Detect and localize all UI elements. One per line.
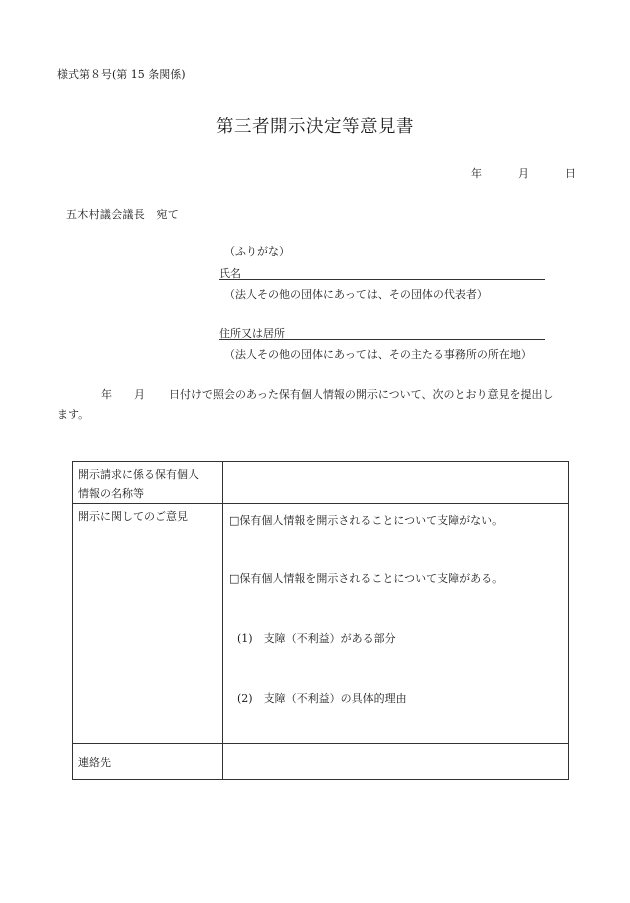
address-label: 住所又は居所 bbox=[219, 327, 285, 340]
table-row bbox=[73, 504, 569, 744]
date-month-label: 月 bbox=[518, 167, 529, 180]
body-line1: 日付けで照会のあった保有個人情報の開示について、次のとおり意見を提出し bbox=[169, 388, 554, 401]
info-name-label-line2: 情報の名称等 bbox=[78, 487, 144, 500]
addressee: 五木村議会議長 宛て bbox=[66, 208, 179, 221]
table-row bbox=[73, 462, 569, 504]
furigana-label: （ふりがな） bbox=[224, 245, 290, 258]
body-paragraph bbox=[57, 385, 577, 425]
address-underline bbox=[219, 339, 545, 340]
sub-item-specific-reason: (2) 支障（不利益）の具体的理由 bbox=[237, 692, 407, 705]
option-no-issue-checkbox[interactable]: □保有個人情報を開示されることについて支障がない。 bbox=[229, 514, 504, 527]
name-underline bbox=[219, 279, 545, 280]
contact-label: 連絡先 bbox=[78, 756, 111, 769]
opinion-table bbox=[72, 461, 569, 780]
option-issue-checkbox[interactable]: □保有個人情報を開示されることについて支障がある。 bbox=[229, 572, 504, 585]
body-year: 年 bbox=[101, 388, 112, 401]
opinion-value-cell bbox=[223, 504, 569, 744]
form-number: 様式第８号(第 15 条関係) bbox=[57, 68, 186, 81]
name-note: （法人その他の団体にあっては、その団体の代表者） bbox=[224, 288, 488, 301]
date-day-label: 日 bbox=[565, 167, 576, 180]
table-row bbox=[73, 744, 569, 780]
info-name-label-line1: 開示請求に係る保有個人 bbox=[78, 468, 199, 481]
body-month: 月 bbox=[134, 388, 145, 401]
sub-item-affected-part: (1) 支障（不利益）がある部分 bbox=[237, 632, 396, 645]
opinion-label: 開示に関してのご意見 bbox=[78, 510, 188, 523]
body-line2: ます。 bbox=[57, 408, 90, 421]
name-label: 氏名 bbox=[219, 267, 241, 280]
address-note: （法人その他の団体にあっては、その主たる事務所の所在地） bbox=[224, 348, 532, 361]
info-name-value-cell[interactable] bbox=[223, 462, 569, 504]
date-year-label: 年 bbox=[471, 167, 482, 180]
contact-value-cell[interactable] bbox=[223, 744, 569, 780]
opinion-label-cell bbox=[73, 504, 223, 744]
info-name-label-cell bbox=[73, 462, 223, 504]
contact-label-cell bbox=[73, 744, 223, 780]
document-title: 第三者開示決定等意見書 bbox=[216, 117, 414, 137]
